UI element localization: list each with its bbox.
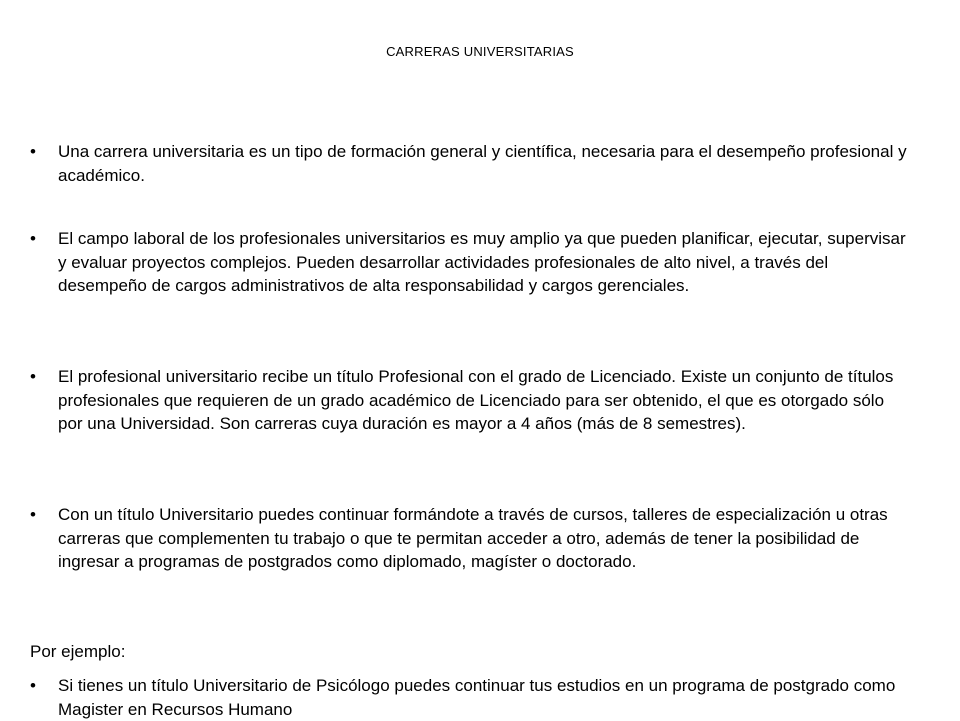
- bullet-icon: •: [30, 229, 36, 248]
- example-bullet-item: [30, 674, 910, 721]
- example-label: Por ejemplo:: [30, 642, 126, 661]
- bullet-item: [30, 140, 910, 187]
- bullet-item: [30, 227, 910, 298]
- bullet-icon: •: [30, 676, 36, 695]
- bullet-item: [30, 365, 910, 436]
- bullet-text: El campo laboral de los profesionales universitarios es muy amplio ya que pueden planificar, ejecutar, supervisar y evaluar proyectos complejos. Pueden desarrollar actividades profesionales de alto nivel, a través del desempeño de cargos administrativos de alta responsabilidad y cargos gerenciales.: [58, 229, 906, 295]
- bullet-icon: •: [30, 367, 36, 386]
- bullet-text: Con un título Universitario puedes continuar formándote a través de cursos, talleres de especialización u otras carreras que complementen tu trabajo o que te permitan acceder a otro, además de tener la posibilidad de ingresar a programas de postgrados como diplomado, magíster o doctorado.: [58, 505, 888, 571]
- slide-title: CARRERAS UNIVERSITARIAS: [386, 44, 574, 59]
- bullet-item: [30, 503, 910, 574]
- bullet-text: El profesional universitario recibe un título Profesional con el grado de Licenciado. Existe un conjunto de títulos profesionales que requieren de un grado académico de Licenciado para ser obtenido, el que es otorgado sólo por una Universidad. Son carreras cuya duración es mayor a 4 años (más de 8 semestres).: [58, 367, 894, 433]
- bullet-text: Una carrera universitaria es un tipo de formación general y científica, necesaria para el desempeño profesional y académico.: [58, 142, 907, 185]
- bullet-icon: •: [30, 142, 36, 161]
- bullet-icon: •: [30, 505, 36, 524]
- example-bullet-text: Si tienes un título Universitario de Psicólogo puedes continuar tus estudios en un programa de postgrado como Magister en Recursos Humano: [58, 676, 896, 719]
